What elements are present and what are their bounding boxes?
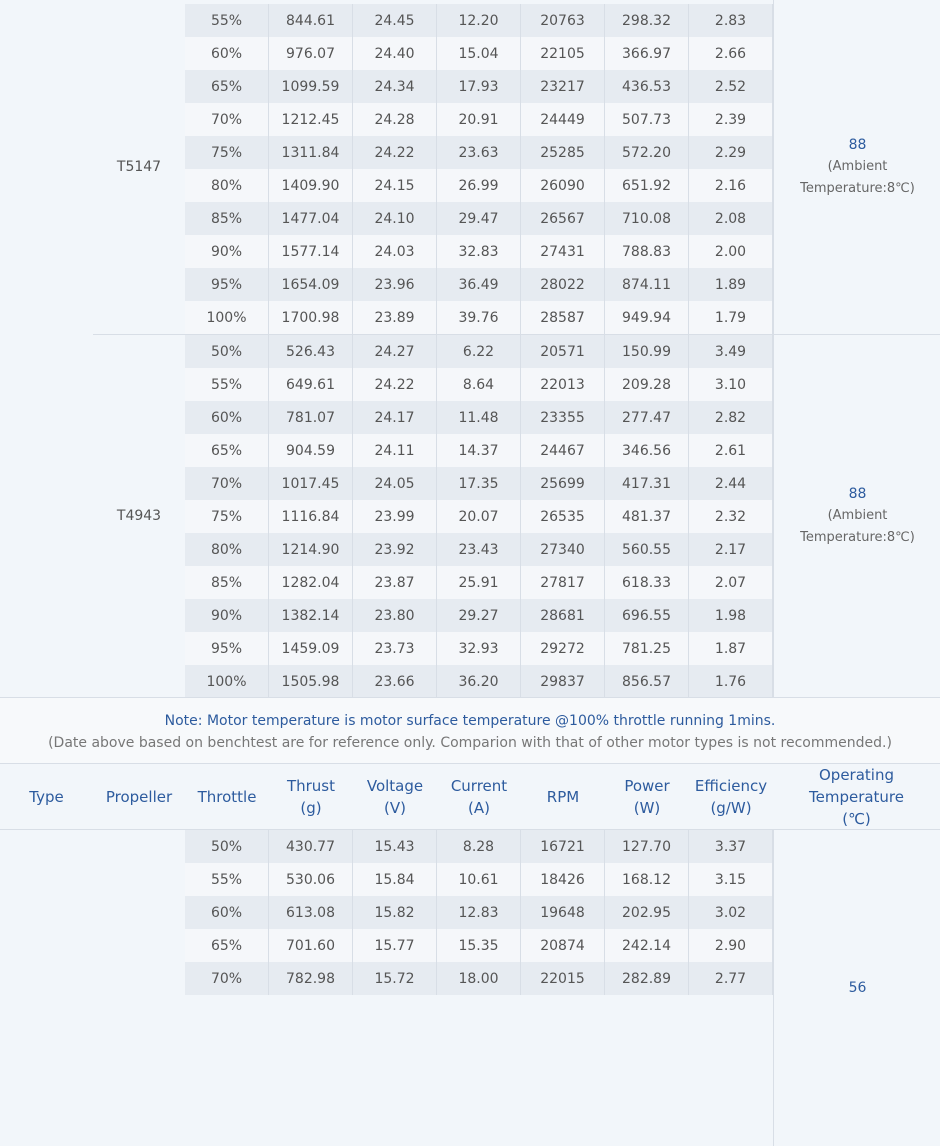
power-cell: 168.12 <box>605 863 689 896</box>
table-row <box>185 268 773 301</box>
efficiency-cell: 2.17 <box>689 533 773 566</box>
power-cell: 651.92 <box>605 169 689 202</box>
ambient-note: (Ambient <box>827 508 888 523</box>
current-cell: 14.37 <box>437 434 521 467</box>
thrust-cell: 1505.98 <box>269 665 353 698</box>
power-cell: 436.53 <box>605 70 689 103</box>
current-cell: 17.35 <box>437 467 521 500</box>
table-row <box>185 301 773 334</box>
throttle-cell: 95% <box>185 632 269 665</box>
efficiency-cell: 2.32 <box>689 500 773 533</box>
table-row <box>185 103 773 136</box>
table-row <box>185 136 773 169</box>
voltage-cell: 15.77 <box>353 929 437 962</box>
rpm-cell: 27431 <box>521 235 605 268</box>
power-cell: 710.08 <box>605 202 689 235</box>
voltage-cell: 24.22 <box>353 136 437 169</box>
table-row <box>185 335 773 368</box>
ambient-note: Temperature:8℃) <box>800 530 915 545</box>
propeller-label: T4943 <box>116 508 162 524</box>
throttle-cell: 85% <box>185 202 269 235</box>
power-cell: 417.31 <box>605 467 689 500</box>
ambient-note: Temperature:8℃) <box>800 181 915 196</box>
current-cell: 32.93 <box>437 632 521 665</box>
efficiency-cell: 1.89 <box>689 268 773 301</box>
throttle-cell: 90% <box>185 599 269 632</box>
voltage-cell: 24.03 <box>353 235 437 268</box>
efficiency-cell: 1.76 <box>689 665 773 698</box>
voltage-cell: 23.66 <box>353 665 437 698</box>
current-cell: 36.49 <box>437 268 521 301</box>
table-row <box>185 467 773 500</box>
thrust-cell: 976.07 <box>269 37 353 70</box>
voltage-cell: 23.89 <box>353 301 437 334</box>
throttle-cell: 90% <box>185 235 269 268</box>
throttle-cell: 55% <box>185 368 269 401</box>
efficiency-cell: 2.08 <box>689 202 773 235</box>
power-cell: 150.99 <box>605 335 689 368</box>
current-cell: 10.61 <box>437 863 521 896</box>
thrust-cell: 1282.04 <box>269 566 353 599</box>
efficiency-cell: 2.44 <box>689 467 773 500</box>
throttle-cell: 80% <box>185 533 269 566</box>
efficiency-cell: 2.61 <box>689 434 773 467</box>
throttle-cell: 95% <box>185 268 269 301</box>
header-voltage: Voltage (V) <box>366 776 424 817</box>
table-row <box>185 863 773 896</box>
thrust-cell: 781.07 <box>269 401 353 434</box>
thrust-cell: 1382.14 <box>269 599 353 632</box>
efficiency-cell: 2.66 <box>689 37 773 70</box>
efficiency-cell: 1.79 <box>689 301 773 334</box>
voltage-cell: 24.45 <box>353 4 437 37</box>
thrust-cell: 1116.84 <box>269 500 353 533</box>
efficiency-cell: 2.00 <box>689 235 773 268</box>
rpm-cell: 22105 <box>521 37 605 70</box>
throttle-cell: 50% <box>185 335 269 368</box>
operating-temp-cell <box>773 335 940 697</box>
table-row <box>185 665 773 698</box>
power-cell: 507.73 <box>605 103 689 136</box>
table-row <box>185 500 773 533</box>
table-row <box>185 169 773 202</box>
throttle-cell: 70% <box>185 467 269 500</box>
table-row <box>185 4 773 37</box>
rpm-cell: 16721 <box>521 830 605 863</box>
rpm-cell: 28587 <box>521 301 605 334</box>
table-row <box>185 962 773 995</box>
current-cell: 23.63 <box>437 136 521 169</box>
rpm-cell: 20571 <box>521 335 605 368</box>
operating-temp-cell <box>773 0 940 334</box>
power-cell: 781.25 <box>605 632 689 665</box>
voltage-cell: 23.92 <box>353 533 437 566</box>
voltage-cell: 24.34 <box>353 70 437 103</box>
header-efficiency: Efficiency (g/W) <box>694 776 768 817</box>
header-throttle: Throttle <box>197 787 257 806</box>
thrust-cell: 1212.45 <box>269 103 353 136</box>
current-cell: 17.93 <box>437 70 521 103</box>
voltage-cell: 23.99 <box>353 500 437 533</box>
voltage-cell: 15.43 <box>353 830 437 863</box>
voltage-cell: 24.28 <box>353 103 437 136</box>
thrust-cell: 844.61 <box>269 4 353 37</box>
rpm-cell: 23355 <box>521 401 605 434</box>
efficiency-cell: 2.52 <box>689 70 773 103</box>
efficiency-cell: 2.90 <box>689 929 773 962</box>
current-cell: 32.83 <box>437 235 521 268</box>
current-cell: 29.47 <box>437 202 521 235</box>
current-cell: 26.99 <box>437 169 521 202</box>
efficiency-cell: 2.77 <box>689 962 773 995</box>
note-disclaimer: (Date above based on benchtest are for reference only. Comparion with that of other motor types is not recommended.) <box>48 735 892 751</box>
power-cell: 949.94 <box>605 301 689 334</box>
voltage-cell: 15.72 <box>353 962 437 995</box>
throttle-cell: 75% <box>185 500 269 533</box>
throttle-cell: 70% <box>185 962 269 995</box>
header-type: Type <box>29 787 64 806</box>
header-operating-temperature: Operating Temperature (℃) <box>808 765 905 828</box>
voltage-cell: 24.22 <box>353 368 437 401</box>
voltage-cell: 24.27 <box>353 335 437 368</box>
power-cell: 209.28 <box>605 368 689 401</box>
current-cell: 18.00 <box>437 962 521 995</box>
thrust-cell: 701.60 <box>269 929 353 962</box>
table-row <box>185 830 773 863</box>
thrust-cell: 782.98 <box>269 962 353 995</box>
thrust-cell: 430.77 <box>269 830 353 863</box>
thrust-cell: 1654.09 <box>269 268 353 301</box>
thrust-cell: 1477.04 <box>269 202 353 235</box>
rpm-cell: 29272 <box>521 632 605 665</box>
throttle-cell: 50% <box>185 830 269 863</box>
table-row <box>185 566 773 599</box>
current-cell: 15.04 <box>437 37 521 70</box>
note-block <box>0 698 940 763</box>
current-cell: 36.20 <box>437 665 521 698</box>
table-row <box>185 896 773 929</box>
throttle-cell: 65% <box>185 70 269 103</box>
current-cell: 20.07 <box>437 500 521 533</box>
efficiency-cell: 3.37 <box>689 830 773 863</box>
rpm-cell: 25285 <box>521 136 605 169</box>
table-row <box>185 434 773 467</box>
table-row <box>185 929 773 962</box>
operating-temp-value: 56 <box>848 980 867 996</box>
current-cell: 8.64 <box>437 368 521 401</box>
rpm-cell: 19648 <box>521 896 605 929</box>
throttle-cell: 60% <box>185 37 269 70</box>
rpm-cell: 29837 <box>521 665 605 698</box>
rpm-cell: 18426 <box>521 863 605 896</box>
voltage-cell: 23.80 <box>353 599 437 632</box>
power-cell: 346.56 <box>605 434 689 467</box>
thrust-cell: 1311.84 <box>269 136 353 169</box>
efficiency-cell: 1.87 <box>689 632 773 665</box>
rpm-cell: 20763 <box>521 4 605 37</box>
propeller-cell <box>93 335 185 697</box>
thrust-cell: 1459.09 <box>269 632 353 665</box>
voltage-cell: 23.87 <box>353 566 437 599</box>
table-row <box>185 37 773 70</box>
throttle-cell: 75% <box>185 136 269 169</box>
power-cell: 618.33 <box>605 566 689 599</box>
thrust-cell: 1577.14 <box>269 235 353 268</box>
rpm-cell: 24467 <box>521 434 605 467</box>
rpm-cell: 27817 <box>521 566 605 599</box>
throttle-cell: 65% <box>185 929 269 962</box>
voltage-cell: 15.84 <box>353 863 437 896</box>
throttle-cell: 65% <box>185 434 269 467</box>
power-cell: 572.20 <box>605 136 689 169</box>
voltage-cell: 24.10 <box>353 202 437 235</box>
voltage-cell: 23.96 <box>353 268 437 301</box>
throttle-cell: 85% <box>185 566 269 599</box>
type-cell <box>0 830 94 996</box>
rpm-cell: 22015 <box>521 962 605 995</box>
voltage-cell: 24.05 <box>353 467 437 500</box>
thrust-cell: 526.43 <box>269 335 353 368</box>
power-cell: 277.47 <box>605 401 689 434</box>
power-cell: 202.95 <box>605 896 689 929</box>
power-cell: 560.55 <box>605 533 689 566</box>
efficiency-cell: 2.29 <box>689 136 773 169</box>
throttle-cell: 60% <box>185 401 269 434</box>
power-cell: 696.55 <box>605 599 689 632</box>
table-row <box>185 401 773 434</box>
table-header <box>0 764 940 829</box>
thrust-cell: 1409.90 <box>269 169 353 202</box>
efficiency-cell: 2.39 <box>689 103 773 136</box>
power-cell: 366.97 <box>605 37 689 70</box>
efficiency-cell: 2.83 <box>689 4 773 37</box>
current-cell: 15.35 <box>437 929 521 962</box>
thrust-cell: 649.61 <box>269 368 353 401</box>
operating-temp-value: 88 <box>848 486 867 502</box>
propeller-label: T5147 <box>116 159 162 175</box>
throttle-cell: 80% <box>185 169 269 202</box>
thrust-cell: 530.06 <box>269 863 353 896</box>
thrust-cell: 1214.90 <box>269 533 353 566</box>
header-power: Power (W) <box>624 776 670 817</box>
rpm-cell: 26090 <box>521 169 605 202</box>
note-line: Note: Motor temperature is motor surface temperature @100% throttle running 1mins. <box>164 713 776 729</box>
header-rpm: RPM <box>546 787 580 806</box>
thrust-cell: 1099.59 <box>269 70 353 103</box>
header-propeller: Propeller <box>105 787 173 806</box>
voltage-cell: 23.73 <box>353 632 437 665</box>
efficiency-cell: 3.15 <box>689 863 773 896</box>
power-cell: 874.11 <box>605 268 689 301</box>
type-cell <box>0 0 94 697</box>
current-cell: 8.28 <box>437 830 521 863</box>
current-cell: 6.22 <box>437 335 521 368</box>
efficiency-cell: 3.49 <box>689 335 773 368</box>
voltage-cell: 15.82 <box>353 896 437 929</box>
table-row <box>185 202 773 235</box>
ambient-note: (Ambient <box>827 159 888 174</box>
throttle-cell: 100% <box>185 665 269 698</box>
throttle-cell: 100% <box>185 301 269 334</box>
rpm-cell: 28681 <box>521 599 605 632</box>
rpm-cell: 22013 <box>521 368 605 401</box>
voltage-cell: 24.11 <box>353 434 437 467</box>
table-row <box>185 70 773 103</box>
current-cell: 25.91 <box>437 566 521 599</box>
current-cell: 12.83 <box>437 896 521 929</box>
rpm-cell: 27340 <box>521 533 605 566</box>
efficiency-cell: 2.82 <box>689 401 773 434</box>
throttle-cell: 60% <box>185 896 269 929</box>
power-cell: 282.89 <box>605 962 689 995</box>
power-cell: 788.83 <box>605 235 689 268</box>
efficiency-cell: 3.02 <box>689 896 773 929</box>
current-cell: 39.76 <box>437 301 521 334</box>
header-thrust: Thrust (g) <box>286 776 336 817</box>
voltage-cell: 24.15 <box>353 169 437 202</box>
current-cell: 20.91 <box>437 103 521 136</box>
current-cell: 11.48 <box>437 401 521 434</box>
throttle-cell: 55% <box>185 4 269 37</box>
thrust-cell: 904.59 <box>269 434 353 467</box>
efficiency-cell: 3.10 <box>689 368 773 401</box>
thrust-cell: 1017.45 <box>269 467 353 500</box>
thrust-cell: 1700.98 <box>269 301 353 334</box>
rpm-cell: 20874 <box>521 929 605 962</box>
operating-temp-value: 88 <box>848 137 867 153</box>
power-cell: 481.37 <box>605 500 689 533</box>
thrust-cell: 613.08 <box>269 896 353 929</box>
propeller-cell <box>93 0 185 334</box>
power-cell: 856.57 <box>605 665 689 698</box>
table-row <box>185 599 773 632</box>
current-cell: 12.20 <box>437 4 521 37</box>
header-current: Current (A) <box>450 776 508 817</box>
power-cell: 127.70 <box>605 830 689 863</box>
rpm-cell: 24449 <box>521 103 605 136</box>
rpm-cell: 23217 <box>521 70 605 103</box>
table-row <box>185 632 773 665</box>
table-row <box>185 533 773 566</box>
throttle-cell: 55% <box>185 863 269 896</box>
power-cell: 242.14 <box>605 929 689 962</box>
rpm-cell: 26567 <box>521 202 605 235</box>
current-cell: 23.43 <box>437 533 521 566</box>
power-cell: 298.32 <box>605 4 689 37</box>
voltage-cell: 24.17 <box>353 401 437 434</box>
propeller-cell <box>93 830 185 996</box>
table-row <box>185 235 773 268</box>
efficiency-cell: 2.07 <box>689 566 773 599</box>
voltage-cell: 24.40 <box>353 37 437 70</box>
current-cell: 29.27 <box>437 599 521 632</box>
rpm-cell: 28022 <box>521 268 605 301</box>
rpm-cell: 26535 <box>521 500 605 533</box>
operating-temp-cell <box>773 830 940 1146</box>
efficiency-cell: 1.98 <box>689 599 773 632</box>
throttle-cell: 70% <box>185 103 269 136</box>
rpm-cell: 25699 <box>521 467 605 500</box>
efficiency-cell: 2.16 <box>689 169 773 202</box>
table-row <box>185 368 773 401</box>
